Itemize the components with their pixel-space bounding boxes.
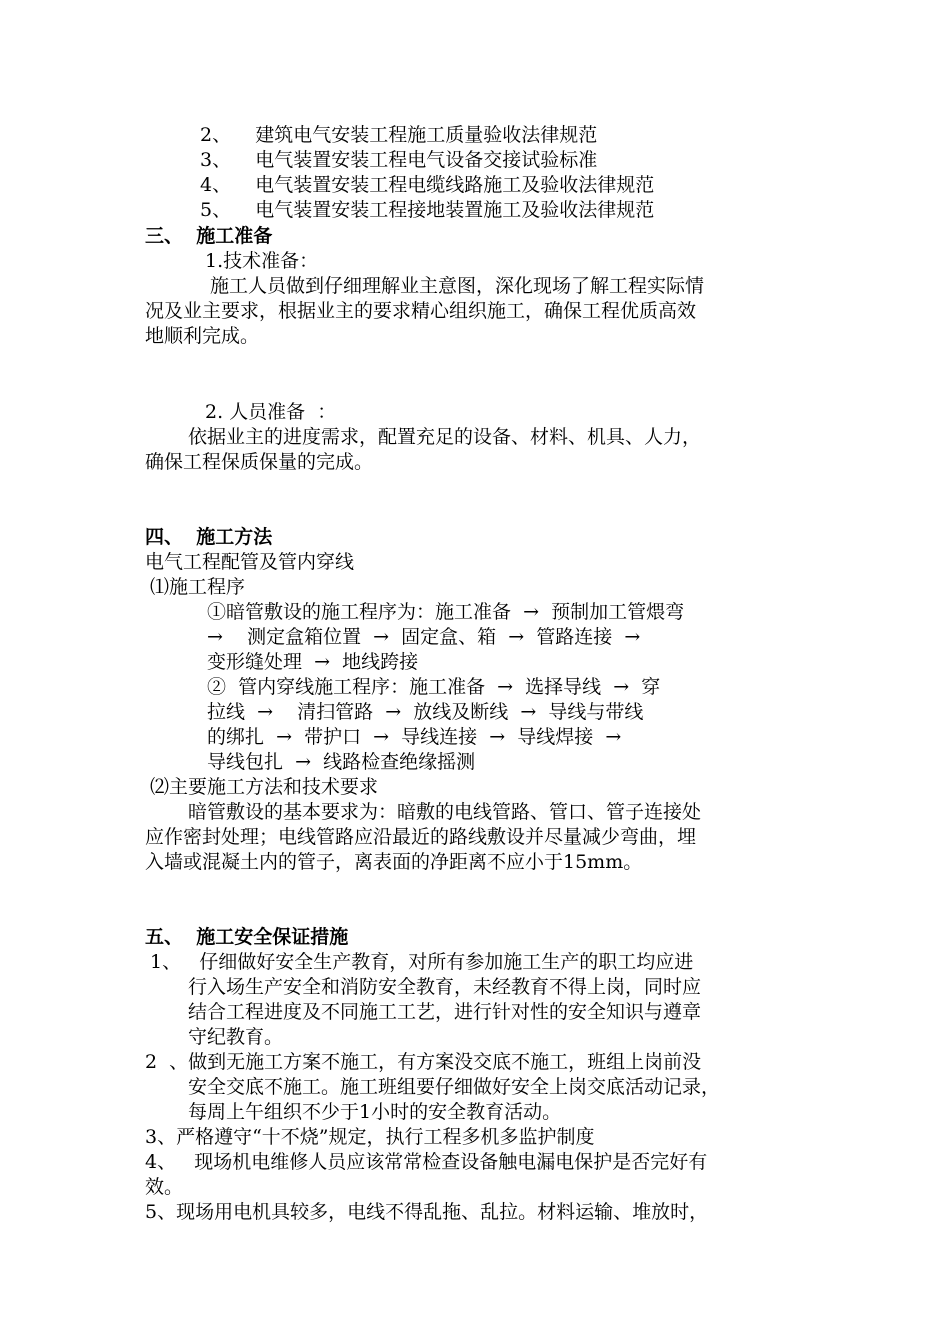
procedure-line: 拉线 → 清扫管路 → 放线及断线 → 导线与带线 (207, 701, 644, 723)
procedure-line: 变形缝处理 → 地线跨接 (207, 651, 419, 673)
safety-item-5: 5、现场用电机具较多，电线不得乱拖、乱拉。材料运输、堆放时， (145, 1201, 709, 1223)
subheading-methods: ⑵主要施工方法和技术要求 (150, 776, 379, 798)
safety-item-2-cont: 每周上午组织不少于1小时的安全教育活动。 (188, 1101, 562, 1123)
standard-item-3: 3、 电气装置安装工程电气设备交接试验标准 (200, 149, 598, 171)
paragraph-line: 况及业主要求，根据业主的要求精心组织施工，确保工程优质高效 (145, 300, 697, 322)
safety-item-3: 3、严格遵守“十不烧”规定，执行工程多机多监护制度 (145, 1126, 595, 1148)
section-heading-4: 四、 施工方法 (145, 526, 273, 548)
safety-item-1-cont: 守纪教育。 (188, 1026, 284, 1048)
safety-item-2-cont: 安全交底不施工。施工班组要仔细做好安全上岗交底活动记录， (188, 1076, 721, 1098)
paragraph-line: 入墙或混凝土内的管子，离表面的净距离不应小于15mm。 (145, 851, 643, 873)
paragraph-line: 暗管敷设的基本要求为：暗敷的电线管路、管口、管子连接处 (188, 801, 702, 823)
standard-item-2: 2、 建筑电气安装工程施工质量验收法律规范 (200, 124, 598, 146)
safety-item-2: 2 、做到无施工方案不施工，有方案没交底不施工，班组上岗前没 (145, 1051, 702, 1073)
subheading-staff-prep: 2. 人员准备 ： (205, 401, 337, 423)
safety-item-4: 4、 现场机电维修人员应该常常检查设备触电漏电保护是否完好有 (145, 1151, 708, 1173)
paragraph-line: 施工人员做到仔细理解业主意图，深化现场了解工程实际情 (210, 275, 705, 297)
procedure-line: 导线包扎 → 线路检查绝缘摇测 (207, 751, 476, 773)
standard-item-5: 5、 电气装置安装工程接地装置施工及验收法律规范 (200, 199, 655, 221)
subheading-wiring: 电气工程配管及管内穿线 (145, 551, 355, 573)
procedure-line: ② 管内穿线施工程序：施工准备 → 选择导线 → 穿 (207, 676, 661, 698)
procedure-line: → 测定盒箱位置 → 固定盒、箱 → 管路连接 → (207, 626, 641, 648)
safety-item-1-cont: 行入场生产安全和消防安全教育，未经教育不得上岗，同时应 (188, 976, 702, 998)
procedure-line: 的绑扎 → 带护口 → 导线连接 → 导线焊接 → (207, 726, 622, 748)
standard-item-4: 4、 电气装置安装工程电缆线路施工及验收法律规范 (200, 174, 655, 196)
section-heading-3: 三、 施工准备 (145, 225, 273, 247)
paragraph-line: 依据业主的进度需求，配置充足的设备、材料、机具、人力， (188, 426, 702, 448)
subheading-tech-prep: 1.技术准备： (205, 250, 319, 272)
safety-item-1-cont: 结合工程进度及不同施工工艺，进行针对性的安全知识与遵章 (188, 1001, 702, 1023)
paragraph-line: 地顺利完成。 (145, 325, 260, 347)
safety-item-4-cont: 效。 (145, 1176, 184, 1198)
paragraph-line: 应作密封处理；电线管路应沿最近的路线敷设并尽量减少弯曲，埋 (145, 826, 697, 848)
subheading-procedure: ⑴施工程序 (150, 576, 246, 598)
section-heading-5: 五、 施工安全保证措施 (145, 926, 349, 948)
safety-item-1: 1、 仔细做好安全生产教育，对所有参加施工生产的职工均应进 (150, 951, 694, 973)
paragraph-line: 确保工程保质保量的完成。 (145, 451, 374, 473)
procedure-line: ①暗管敷设的施工程序为：施工准备 → 预制加工管煨弯 (207, 601, 685, 623)
